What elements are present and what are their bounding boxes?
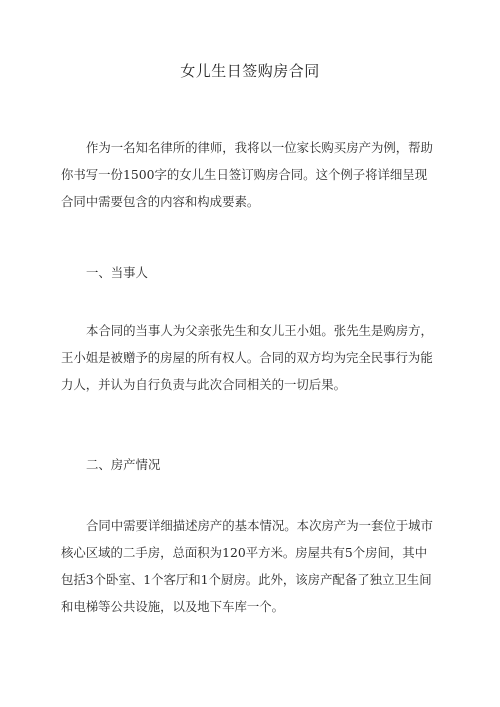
section-body-property: 合同中需要详细描述房产的基本情况。本次房产为一套位于城市核心区域的二手房，总面积为120平方米。房屋共有5个房间，其中包括3个卧室、1个客厅和1个厨房。此外，该房产配备了独立卫生间和电梯等公共设施，以及地下车库一个。 [61, 518, 433, 614]
section-body-parties: 本合同的当事人为父亲张先生和女儿王小姐。张先生是购房方，王小姐是被赠予的房屋的所有权人。合同的双方均为完全民事行为能力人，并认为自行负责与此次合同相关的一切后果。 [61, 323, 433, 392]
intro-paragraph: 作为一名知名律所的律师，我将以一位家长购买房产为例，帮助你书写一份1500字的女儿生日签订购房合同。这个例子将详细呈现合同中需要包含的内容和构成要素。 [61, 140, 433, 209]
document-title: 女儿生日签购房合同 [180, 62, 320, 80]
section-heading-property: 二、房产情况 [86, 457, 161, 472]
section-heading-parties: 一、当事人 [86, 265, 148, 280]
